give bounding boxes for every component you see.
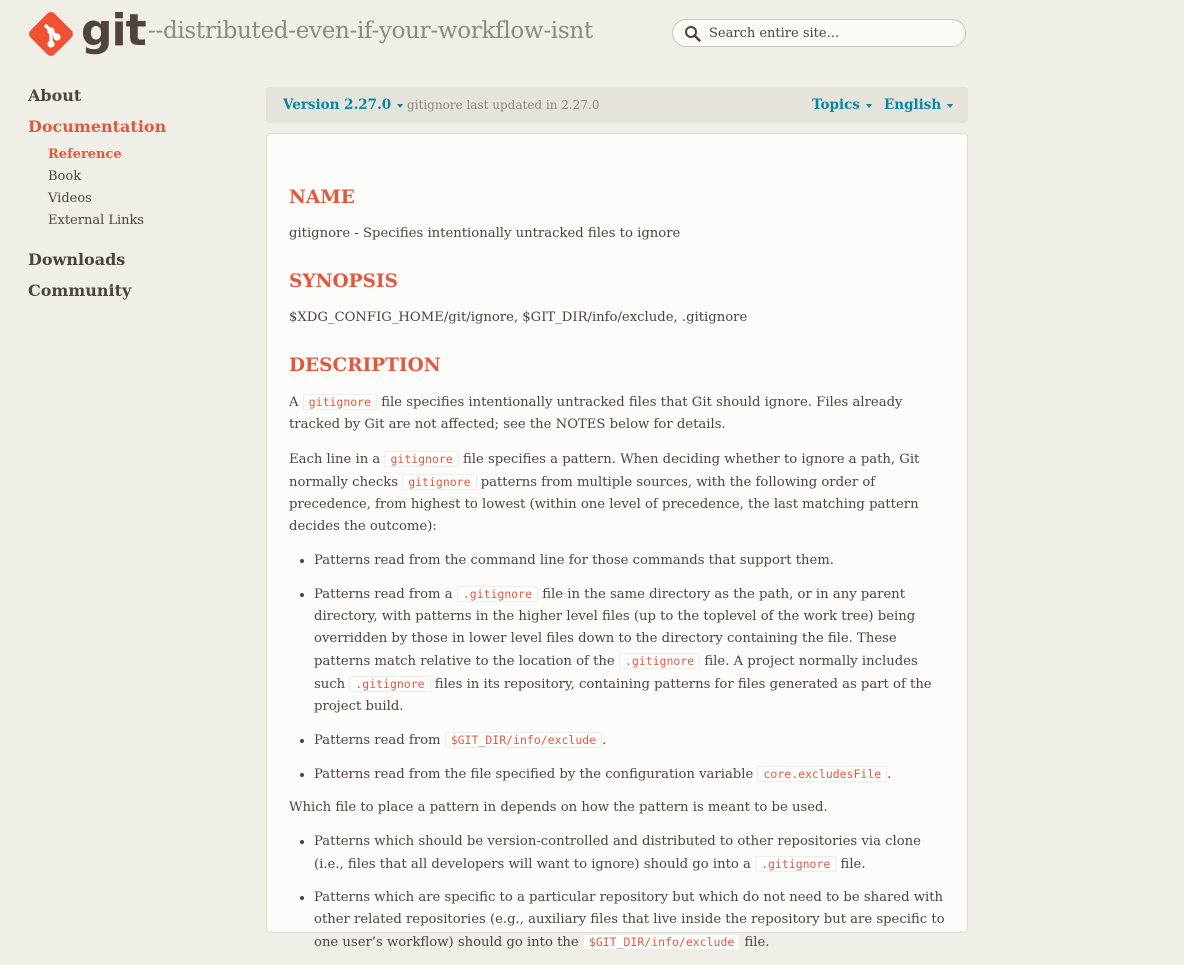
text-run: files in its repository, containing patterns for files generated as part of the project build. — [314, 677, 932, 714]
synopsis-section — [289, 267, 949, 329]
text-run: file. A project normally includes such — [314, 654, 918, 692]
description-heading: DESCRIPTION — [289, 355, 441, 376]
inline-code: .gitignore — [619, 653, 700, 669]
text-run: file specifies intentionally untracked files that Git should ignore. Files already tracked by Git are not affected; see the NOTES below for details. — [289, 395, 903, 432]
nav-documentation[interactable]: Documentation — [28, 117, 167, 136]
text-run: Patterns read from — [314, 733, 445, 748]
inline-code: core.excludesFile — [757, 766, 887, 782]
language-dropdown[interactable] — [884, 97, 953, 113]
nav-book[interactable]: Book — [48, 169, 82, 184]
usage-list — [289, 831, 949, 954]
text-run: file. — [740, 935, 770, 950]
sidebar — [28, 86, 166, 312]
text-run: Patterns read from a — [314, 587, 457, 602]
text-run: file specifies a pattern. When deciding whether to ignore a path, Git normally checks — [289, 452, 920, 490]
nav-downloads[interactable]: Downloads — [28, 250, 126, 269]
git-logo[interactable] — [27, 5, 146, 58]
git-logo-icon — [27, 10, 75, 58]
last-updated-text: gitignore last updated in 2.27.0 — [407, 98, 600, 112]
topics-label: Topics — [812, 97, 860, 113]
synopsis-heading: SYNOPSIS — [289, 271, 398, 292]
list-item — [314, 831, 949, 876]
precedence-list — [289, 550, 949, 786]
list-item — [314, 583, 949, 718]
text-run: . — [887, 767, 892, 782]
list-item — [314, 729, 949, 752]
nav-community[interactable]: Community — [28, 281, 132, 300]
list-item — [314, 887, 949, 954]
list-item: • Patterns read from the command line for those commands that support them. — [314, 550, 949, 572]
name-section — [289, 183, 949, 245]
doc-content — [289, 183, 949, 965]
text-run: patterns from multiple sources, with the following order of precedence, from highest to lowest (within one level of precedence, the last matching pattern decides the outcome): — [289, 475, 919, 534]
inline-code: gitignore — [402, 474, 476, 490]
nav-reference[interactable]: Reference — [48, 147, 122, 162]
text-run: Patterns which should be version-controlled and distributed to other repositories via clone (i.e., files that all developers will want to ignore) should go into a — [314, 834, 921, 872]
text-run: Patterns read from the file specified by the configuration variable — [314, 767, 758, 782]
version-label: Version 2.27.0 — [283, 97, 392, 113]
chevron-down-icon — [947, 104, 953, 108]
chevron-down-icon — [397, 104, 403, 108]
search-box[interactable] — [672, 19, 966, 47]
inline-code: .gitignore — [349, 676, 430, 692]
name-text: gitignore - Specifies intentionally untracked files to ignore — [289, 226, 681, 241]
description-paragraph: Which file to place a pattern in depends on how the pattern is meant to be used. — [289, 800, 828, 815]
list-item — [314, 763, 949, 786]
inline-code: .gitignore — [755, 856, 836, 872]
text-run: file in the same directory as the path, or in any parent directory, with patterns in the higher level files (up to the toplevel of the work tree) being overridden by those in lower level files down to the directory containing the file. These patterns match relative to the location of the — [314, 587, 916, 669]
chevron-down-icon — [866, 104, 872, 108]
description-paragraph — [289, 391, 949, 436]
version-bar — [266, 87, 968, 123]
name-heading: NAME — [289, 187, 355, 208]
content-card — [266, 133, 968, 950]
nav-videos[interactable]: Videos — [48, 191, 92, 206]
inline-code: $GIT_DIR/info/exclude — [583, 934, 740, 950]
language-label: English — [884, 97, 942, 113]
inline-code: gitignore — [384, 451, 458, 467]
logo-text: git — [81, 5, 146, 56]
nav-about[interactable]: About — [28, 86, 82, 105]
text-run: . — [602, 733, 607, 748]
documentation-subnav — [48, 144, 166, 232]
text-run: file. — [836, 857, 866, 872]
description-paragraph — [289, 448, 949, 538]
description-section — [289, 351, 949, 954]
inline-code: $GIT_DIR/info/exclude — [445, 732, 602, 748]
tagline: --distributed-even-if-your-workflow-isnt — [148, 18, 593, 44]
search-icon — [684, 25, 701, 42]
inline-code: .gitignore — [457, 586, 538, 602]
text-run: Patterns which are specific to a particular repository but which do not need to be shared with other related repositories (e.g., auxiliary files that live inside the repository but are specific to one user’s workflow) should go into the — [314, 890, 945, 950]
inline-code: gitignore — [303, 394, 377, 410]
nav-external-links[interactable]: External Links — [48, 213, 145, 228]
search-input[interactable] — [707, 25, 951, 42]
synopsis-text: $XDG_CONFIG_HOME/git/ignore, $GIT_DIR/info/exclude, .gitignore — [289, 310, 748, 325]
text-run: Each line in a — [289, 452, 385, 467]
topics-dropdown[interactable] — [812, 97, 872, 113]
text-run: A — [289, 395, 303, 410]
version-dropdown[interactable] — [283, 97, 403, 113]
